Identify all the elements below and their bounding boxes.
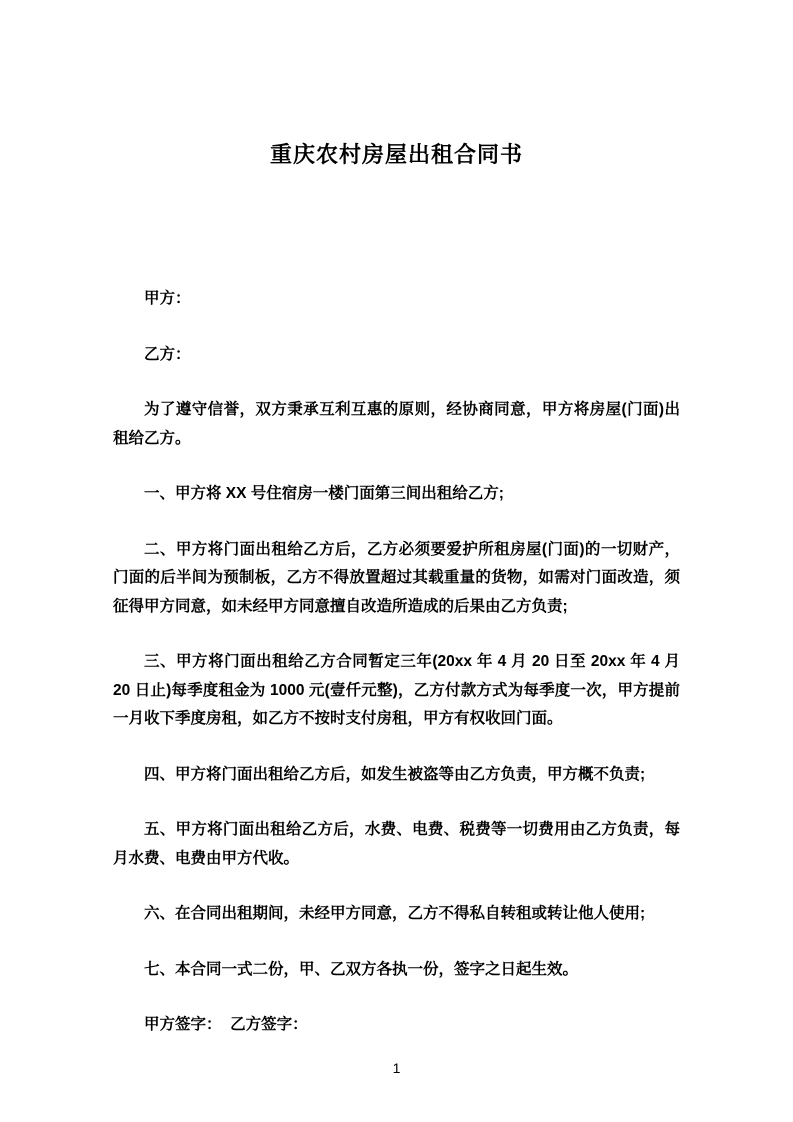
party-b-line: 乙方： — [144, 345, 191, 363]
paragraph-clause-1: 一、甲方将 XX 号住宿房一楼门面第三间出租给乙方; — [144, 485, 504, 502]
document-title: 重庆农村房屋出租合同书 — [269, 142, 523, 167]
signature-line: 甲方签字： 乙方签字： — [144, 1016, 308, 1033]
party-a-line: 甲方： — [144, 290, 191, 307]
page-number: 1 — [392, 1060, 401, 1076]
paragraph-clause-4: 四、甲方将门面出租给乙方后，如发生被盗等由乙方负责，甲方概不负责; — [144, 765, 646, 783]
paragraph-clause-2: 二、甲方将门面出租给乙方后，乙方必须要爱护所租房屋(门面)的一切财产，门面的后半间为预制板，乙方不得放置超过其载重量的货物，如需对门面改造，须征得甲方同意，如未经甲方同意擅自改造所造成的后果由乙方负责; — [113, 540, 680, 615]
paragraph-clause-3: 三、甲方将门面出租给乙方合同暂定三年(20xx 年 4 月 20 日至 20xx 年 4 月 20 日止)每季度租金为 1000 元(壹仟元整)，乙方付款方式为每季度一次，甲方提前一月收下季度房租，如乙方不按时支付房租，甲方有权收回门面。 — [113, 653, 680, 727]
paragraph-clause-6: 六、在合同出租期间，未经甲方同意，乙方不得私自转租或转让他人使用; — [144, 905, 646, 922]
paragraph-intro: 为了遵守信誉，双方秉承互利互惠的原则，经协商同意，甲方将房屋(门面)出租给乙方。 — [113, 401, 680, 447]
paragraph-clause-7: 七、本合同一式二份，甲、乙双方各执一份，签字之日起生效。 — [144, 960, 579, 978]
paragraph-clause-5: 五、甲方将门面出租给乙方后，水费、电费、税费等一切费用由乙方负责，每月水费、电费由甲方代收。 — [113, 821, 680, 867]
